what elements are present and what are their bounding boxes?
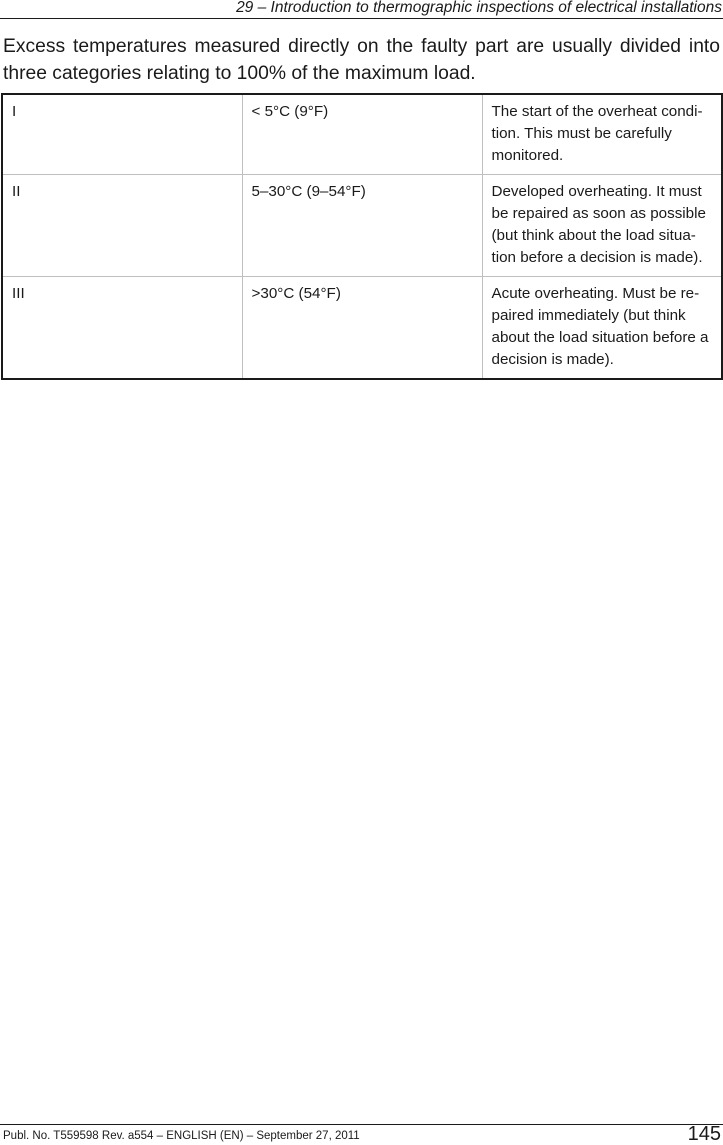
category-cell: II [2, 175, 242, 277]
description-cell: Developed overheating. It must be repaired as soon as possible (but think about the load situa-tion before a decision is made). [482, 175, 722, 277]
page-number: 145 [687, 1123, 721, 1145]
temperature-cell: >30°C (54°F) [242, 277, 482, 380]
footer-divider [0, 1124, 723, 1125]
header-divider [0, 18, 723, 19]
table-row [2, 94, 722, 175]
table-row [2, 175, 722, 277]
category-cell: III [2, 277, 242, 380]
table-row [2, 277, 722, 380]
description-cell: The start of the overheat condi-tion. This must be carefully monitored. [482, 94, 722, 175]
description-cell: Acute overheating. Must be re-paired immediately (but think about the load situation before a decision is made). [491, 285, 709, 368]
excess-temperature-table [1, 93, 723, 380]
temperature-cell: 5–30°C (9–54°F) [242, 175, 482, 277]
temperature-cell: < 5°C (9°F) [242, 94, 482, 175]
running-header: 29 – Introduction to thermographic inspections of electrical installations [236, 0, 722, 16]
publication-info: Publ. No. T559598 Rev. a554 – ENGLISH (EN) – September 27, 2011 [3, 1130, 360, 1142]
intro-paragraph: Excess temperatures measured directly on the faulty part are usually divided into three categories relating to 100% of the maximum load. [3, 36, 720, 84]
category-cell: I [2, 94, 242, 175]
